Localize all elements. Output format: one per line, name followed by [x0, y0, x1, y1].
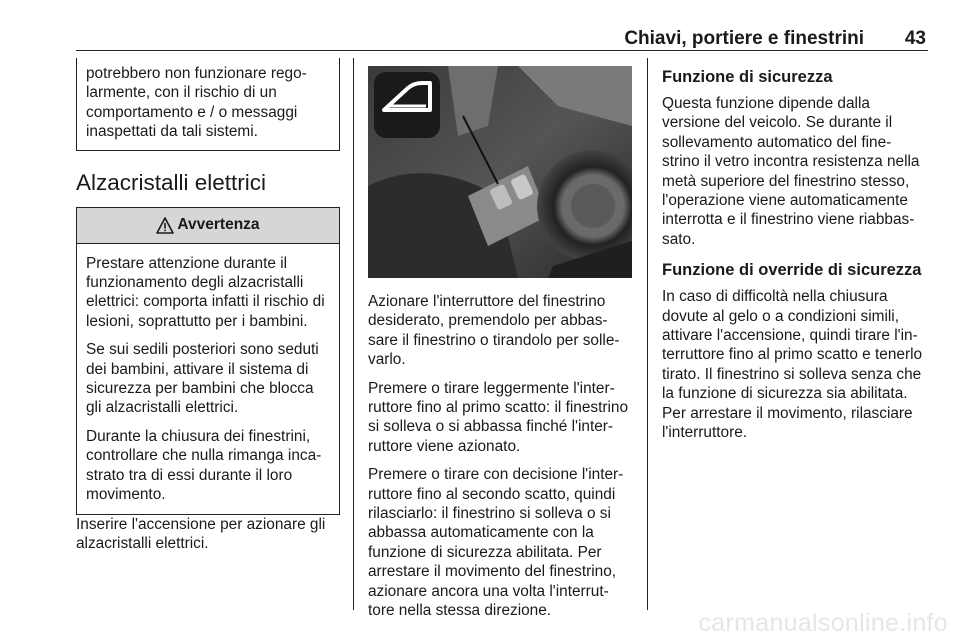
- watermark: carmanualsonline.info: [698, 609, 948, 637]
- column-middle: [368, 58, 632, 630]
- warning-title: Avvertenza: [177, 216, 260, 234]
- warning-header: [77, 208, 339, 244]
- warning-body: [77, 244, 339, 514]
- body-paragraph: Per arrestare il movimento, rilasciare l'interruttore.: [662, 404, 913, 442]
- column-divider: [353, 58, 354, 610]
- body-paragraph: Premere o tirare con decisione l'inter-ruttore fino al secondo scatto, quindi rilasciarlo: il finestrino si solleva o si abbassa automaticamente con la funzione di sicurezza abilitata. Per arrestare il movimento del finestrino, azionare ancora una volta l'interrut-tore nella stessa direzione.: [368, 466, 624, 620]
- warning-paragraph: Se sui sedili posteriori sono seduti dei bambini, attivare il sistema di sicurezza per bambini che blocca gli alzacristalli elettrici.: [86, 341, 319, 417]
- continued-warning-text: potrebbero non funzionare rego-larmente, con il rischio di un comportamento e / o messaggi inaspettati da tali sistemi.: [86, 65, 307, 141]
- warning-box: [76, 207, 340, 515]
- body-text: [368, 292, 632, 621]
- body-paragraph: Inserire l'accensione per azionare gli alzacristalli elettrici.: [76, 515, 326, 552]
- body-paragraph: Premere o tirare leggermente l'inter-ruttore fino al primo scatto: il finestrino si solleva o si abbassa finché l'inter-ruttore viene azionato.: [368, 379, 629, 455]
- body-paragraph: Azionare l'interruttore del finestrino desiderato, premendolo per abbas-sare il finestrino o tirandolo per solle-varlo.: [368, 293, 620, 369]
- window-switch-photo: [368, 66, 632, 278]
- continued-warning-box: [76, 58, 340, 151]
- column-divider: [647, 58, 648, 610]
- warning-paragraph: Durante la chiusura dei finestrini, controllare che nulla rimanga inca-strato tra di essi durante il loro movimento.: [86, 427, 322, 504]
- section-heading: Alzacristalli elettrici: [76, 169, 267, 195]
- column-right: [662, 58, 928, 443]
- body-paragraph: In caso di difficoltà nella chiusura dovute al gelo o a condizioni simili, attivare l'accensione, quindi tirare l'in-terruttore fino al primo scatto e tenerlo tirato. Il finestrino si solleva senza che la funzione di sicurezza sia abilitata.: [662, 288, 923, 403]
- subsection-heading: Funzione di override di sicurezza: [662, 261, 922, 280]
- page-header: [76, 18, 928, 51]
- column-left: [76, 58, 340, 553]
- warning-triangle-icon: [156, 217, 174, 234]
- page-header-title: Chiavi, portiere e finestrini: [624, 28, 864, 49]
- subsection-heading: Funzione di sicurezza: [662, 68, 833, 86]
- body-paragraph: Questa funzione dipende dalla versione del veicolo. Se durante il sollevamento automatico del fine-strino il vetro incontra resistenza nella metà superiore del finestrino stesso, l'operazione viene automaticamente interrotta e il finestrino viene riabbas-sato.: [662, 95, 920, 248]
- warning-paragraph: Prestare attenzione durante il funzionamento degli alzacristalli elettrici: comporta infatti il rischio di lesioni, soprattutto per i bambini.: [86, 254, 325, 330]
- page-number: 43: [904, 28, 926, 49]
